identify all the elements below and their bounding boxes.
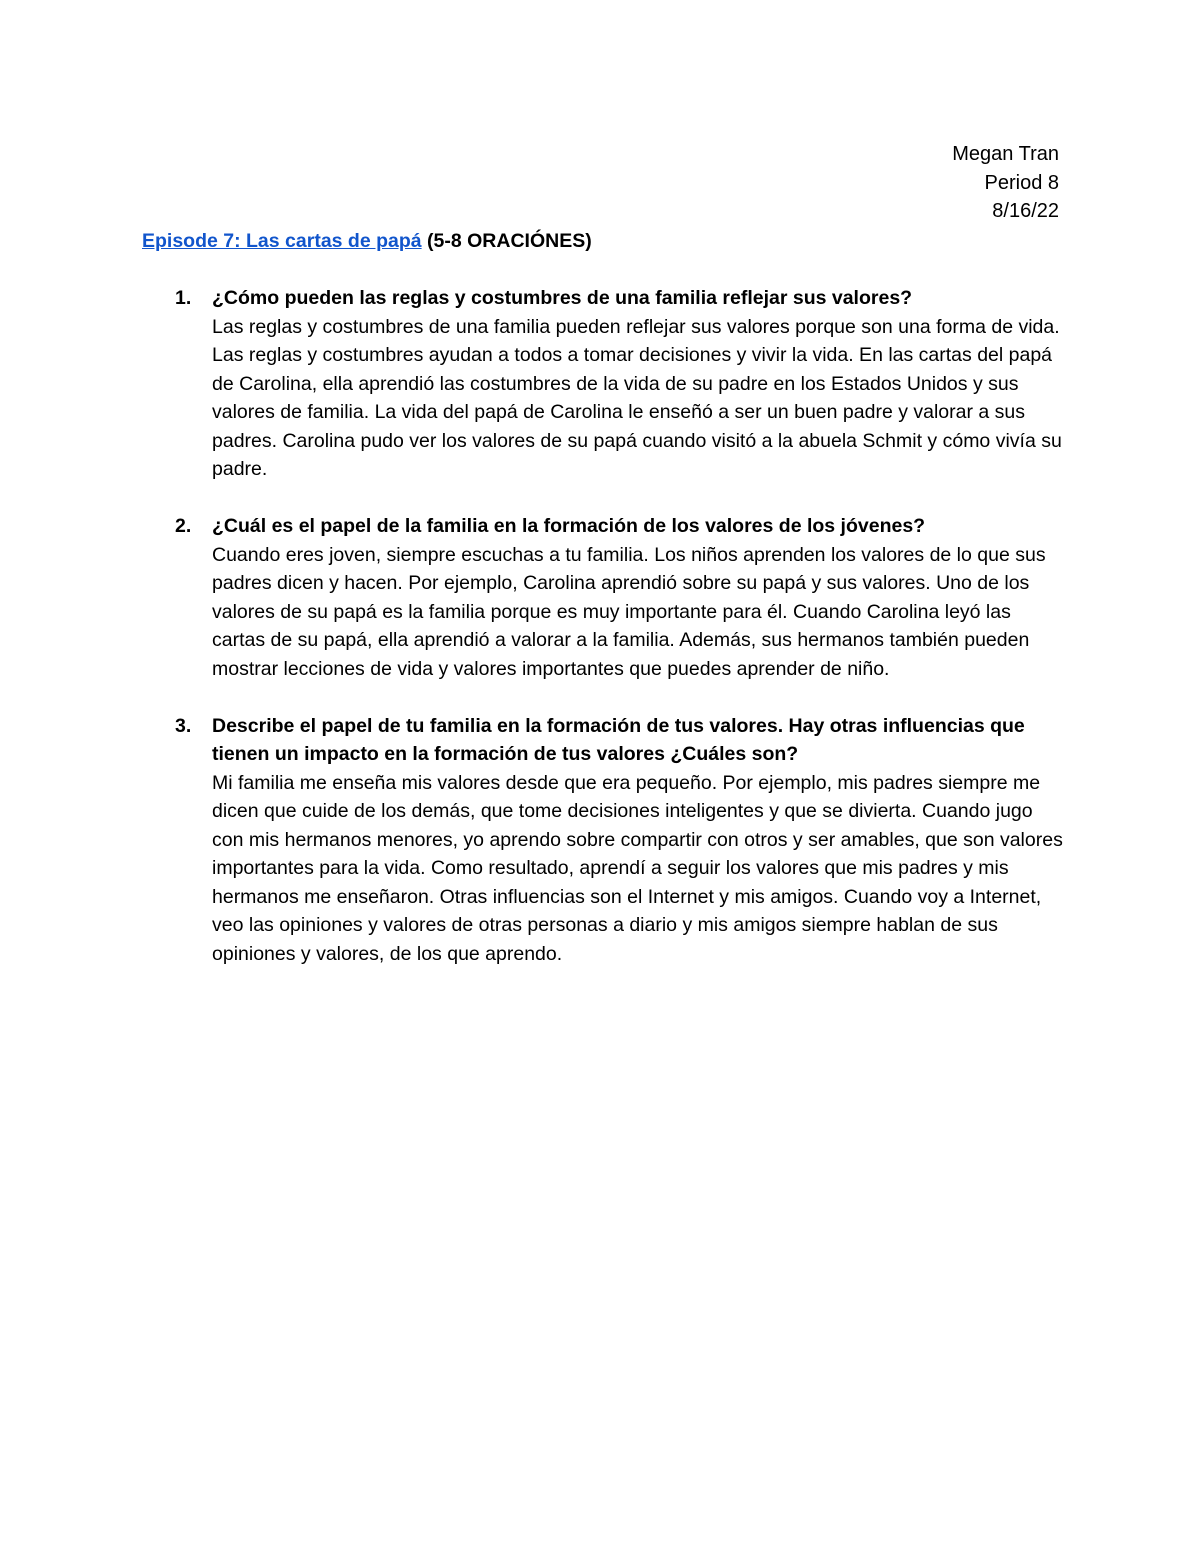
- question-item: [142, 712, 1067, 969]
- answer-text: Cuando eres joven, siempre escuchas a tu familia. Los niños aprenden los valores de lo que sus padres dicen y hacen. Por ejemplo, Carolina aprendió sobre su papá y sus valores. Uno de los valores de su papá es la familia porque es muy importante para él. Cuando Carolina leyó las cartas de su papá, ella aprendió a valorar a la familia. Además, sus hermanos también pueden mostrar lecciones de vida y valores importantes que puedes aprender de niño.: [212, 543, 1046, 680]
- question-list: [142, 284, 1067, 997]
- student-name: Megan Tran: [952, 143, 1059, 165]
- assignment-date: 8/16/22: [992, 200, 1059, 222]
- answer-text: Las reglas y costumbres de una familia pueden reflejar sus valores porque son una forma de vida. Las reglas y costumbres ayudan a todos a tomar decisiones y vivir la vida. En las cartas del papá de Carolina, ella aprendió las costumbres de la vida de su padre en los Estados Unidos y sus valores de familia. La vida del papá de Carolina le enseñó a ser un buen padre y valorar a sus padres. Carolina pudo ver los valores de su papá cuando visitó a la abuela Schmit y cómo vivía su padre.: [212, 315, 1062, 480]
- question-item: [142, 512, 1067, 683]
- document-title: [142, 227, 592, 255]
- answer-text: Mi familia me enseña mis valores desde que era pequeño. Por ejemplo, mis padres siempre me dicen que cuide de los demás, que tome decisiones inteligentes y que se divierta. Cuando jugo con mis hermanos menores, yo aprendo sobre compartir con otros y ser amables, que son valores importantes para la vida. Como resultado, aprendí a seguir los valores que mis padres y mis hermanos me enseñaron. Otras influencias son el Internet y mis amigos. Cuando voy a Internet, veo las opiniones y valores de otras personas a diario y mis amigos siempre hablan de sus opiniones y valores, de los que aprendo.: [212, 771, 1063, 965]
- question-text: ¿Cómo pueden las reglas y costumbres de una familia reflejar sus valores?: [212, 287, 913, 309]
- question-item: [142, 284, 1067, 484]
- question-text: ¿Cuál es el papel de la familia en la formación de los valores de los jóvenes?: [212, 515, 926, 537]
- question-text: Describe el papel de tu familia en la formación de tus valores. Hay otras influencias que tienen un impacto en la formación de tus valores ¿Cuáles son?: [212, 714, 1025, 765]
- question-number: 1.: [175, 287, 192, 309]
- question-number: 3.: [175, 714, 192, 737]
- class-period: Period 8: [984, 171, 1059, 194]
- header-block: [952, 140, 1059, 226]
- episode-link[interactable]: Episode 7: Las cartas de papá: [142, 230, 422, 252]
- question-number: 2.: [175, 515, 192, 537]
- sentence-requirement: (5-8 ORACIÓNES): [421, 230, 592, 252]
